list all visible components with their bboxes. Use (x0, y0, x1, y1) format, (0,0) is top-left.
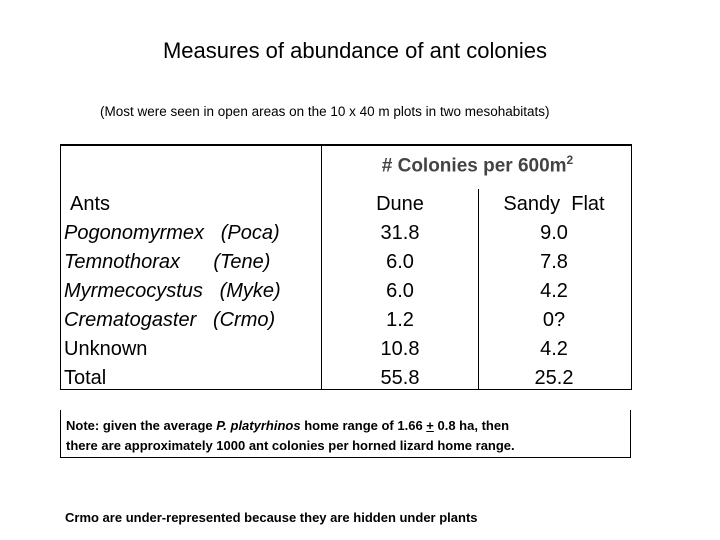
ants-header: Ants (70, 193, 111, 215)
table-right-border (631, 144, 632, 390)
sandy-value: 7.8 (540, 251, 568, 273)
table-divider-1 (321, 144, 322, 390)
ants-column (64, 190, 281, 393)
dune-value: 10.8 (380, 338, 420, 360)
species-name: P. platyrhinos (216, 418, 301, 433)
dune-column (325, 190, 475, 393)
dune-header: Dune (376, 193, 424, 215)
plus-minus-sign: + (426, 418, 434, 433)
footer-note: Crmo are under-represented because they are hidden under plants (65, 510, 478, 525)
dune-total: 55.8 (380, 367, 420, 389)
dune-value: 6.0 (386, 280, 414, 302)
ant-name-unknown: Unknown (64, 338, 148, 360)
dune-value: 6.0 (386, 251, 414, 273)
colonies-header: # Colonies per $600m^2$ (381, 153, 574, 177)
table-top-border (60, 144, 632, 146)
ant-name-poca: Pogonomyrmex (Poca) (64, 222, 280, 244)
ant-name-total: Total (64, 367, 107, 389)
ant-name-tene: Temnothorax (Tene) (64, 251, 271, 273)
note-box (60, 410, 631, 458)
sandy-value: 9.0 (540, 222, 568, 244)
ant-name-myke: Myrmecocystus (Myke) (64, 280, 281, 302)
sandy-flat-header: Sandy Flat (503, 193, 605, 215)
sandy-value: 0? (542, 309, 566, 331)
sandy-value: 4.2 (540, 338, 568, 360)
page-title: Measures of abundance of ant colonies (162, 38, 548, 63)
dune-value: 1.2 (386, 309, 414, 331)
dune-value: 31.8 (380, 222, 420, 244)
note-line-2: there are approximately 1000 ant colonies per horned lizard home range. (66, 438, 515, 453)
table-left-border (60, 144, 61, 390)
sandy-flat-column (479, 190, 629, 393)
sandy-value: 4.2 (540, 280, 568, 302)
ant-name-crmo: Crematogaster (Crmo) (64, 309, 276, 331)
note-line-1: Note: given the average P. platyrhinos home range of 1.66 + 0.8 ha, then (66, 418, 510, 433)
sandy-total: 25.2 (534, 367, 574, 389)
page-subtitle: (Most were seen in open areas on the 10 x 40 m plots in two mesohabitats) (100, 104, 550, 119)
